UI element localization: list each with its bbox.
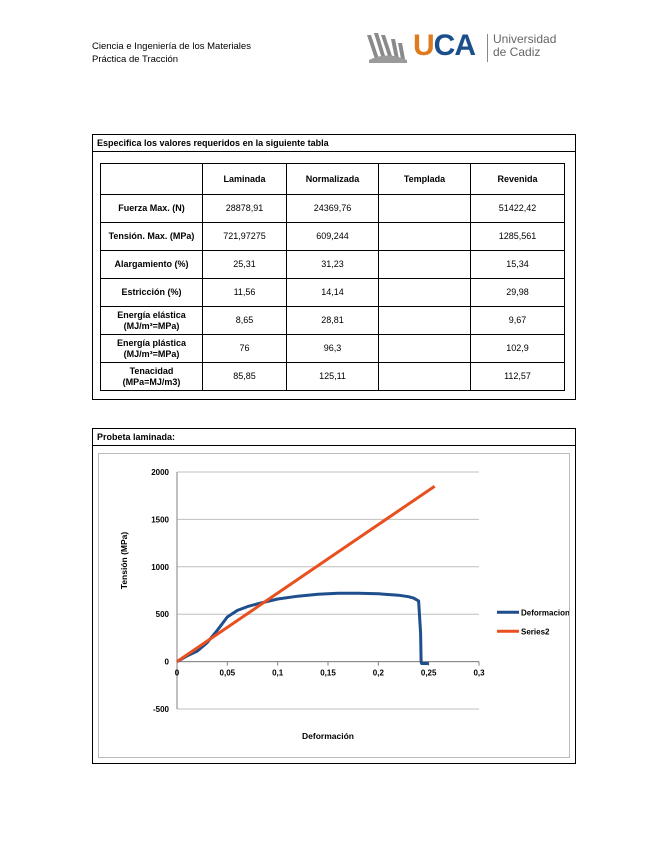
chart-panel-title: Probeta laminada: — [93, 429, 575, 446]
x-tick-label: 0,3 — [473, 668, 485, 678]
table-cell: 15,34 — [471, 251, 565, 279]
table-row — [101, 251, 565, 279]
table-row — [101, 335, 565, 363]
table-header-cell: Revenida — [471, 164, 565, 195]
stress-strain-chart — [99, 454, 569, 757]
y-tick-label: 500 — [155, 610, 169, 620]
university-logo — [365, 27, 575, 67]
y-tick-label: 1000 — [151, 562, 169, 572]
table-cell — [379, 251, 471, 279]
results-table — [100, 163, 565, 391]
table-cell — [379, 279, 471, 307]
table-row — [101, 195, 565, 223]
y-tick-label: 0 — [164, 657, 169, 667]
table-row — [101, 307, 565, 335]
x-tick-label: 0 — [174, 668, 180, 678]
logo-divider — [487, 34, 488, 62]
series-line — [177, 593, 429, 663]
table-cell — [379, 223, 471, 251]
x-axis-label: Deformación — [302, 731, 354, 741]
table-cell: 28878,91 — [203, 195, 287, 223]
row-label: Energía plástica (MJ/m³=MPa) — [101, 335, 203, 363]
table-cell: 24369,76 — [287, 195, 379, 223]
table-cell: 125,11 — [287, 363, 379, 391]
table-row — [101, 223, 565, 251]
table-cell: 721,97275 — [203, 223, 287, 251]
table-cell: 609,244 — [287, 223, 379, 251]
y-axis-label: Tensión (MPa) — [119, 531, 129, 590]
table-header-cell — [101, 164, 203, 195]
row-label: Estricción (%) — [101, 279, 203, 307]
table-cell: 112,57 — [471, 363, 565, 391]
table-cell: 96,3 — [287, 335, 379, 363]
table-cell: 51422,42 — [471, 195, 565, 223]
university-name: Universidad de Cadiz — [493, 32, 557, 59]
x-tick-label: 0,15 — [320, 668, 336, 678]
table-cell: 9,67 — [471, 307, 565, 335]
table-cell — [379, 195, 471, 223]
x-tick-label: 0,25 — [420, 668, 437, 678]
table-header-cell: Laminada — [203, 164, 287, 195]
y-tick-label: -500 — [152, 705, 169, 714]
practice-title: Práctica de Tracción — [92, 54, 179, 65]
row-label: Fuerza Max. (N) — [101, 195, 203, 223]
row-label: Tensión. Max. (MPa) — [101, 223, 203, 251]
table-cell — [379, 363, 471, 391]
series-line — [177, 486, 435, 661]
table-panel-title: Especifica los valores requeridos en la siguiente tabla — [93, 135, 575, 152]
document-header — [92, 40, 251, 66]
table-header-cell: Normalizada — [287, 164, 379, 195]
table-cell — [379, 335, 471, 363]
chart-panel — [92, 428, 576, 764]
results-table-panel — [92, 134, 576, 400]
table-cell: 29,98 — [471, 279, 565, 307]
table-cell: 11,56 — [203, 279, 287, 307]
y-tick-label: 1500 — [151, 515, 169, 525]
x-tick-label: 0,05 — [219, 668, 236, 678]
table-row — [101, 363, 565, 391]
uca-wordmark: UCA — [413, 29, 476, 62]
table-header-cell: Templada — [379, 164, 471, 195]
table-cell: 85,85 — [203, 363, 287, 391]
x-tick-label: 0,2 — [372, 668, 384, 678]
table-header-row — [101, 164, 565, 195]
course-title: Ciencia e Ingeniería de los Materiales — [92, 41, 251, 52]
legend-label: Series2 — [521, 627, 550, 637]
table-cell: 28,81 — [287, 307, 379, 335]
chart-area — [98, 453, 570, 758]
table-cell: 8,65 — [203, 307, 287, 335]
row-label: Alargamiento (%) — [101, 251, 203, 279]
table-cell: 14,14 — [287, 279, 379, 307]
uca-emblem-icon — [365, 29, 411, 65]
table-cell: 102,9 — [471, 335, 565, 363]
table-row — [101, 279, 565, 307]
y-tick-label: 2000 — [151, 468, 169, 477]
table-cell — [379, 307, 471, 335]
table-cell: 31,23 — [287, 251, 379, 279]
table-cell: 76 — [203, 335, 287, 363]
row-label: Energía elástica (MJ/m³=MPa) — [101, 307, 203, 335]
x-tick-label: 0,1 — [272, 668, 284, 678]
table-cell: 1285,561 — [471, 223, 565, 251]
table-cell: 25,31 — [203, 251, 287, 279]
row-label: Tenacidad (MPa=MJ/m3) — [101, 363, 203, 391]
legend-label: Deformacion — [521, 608, 569, 618]
